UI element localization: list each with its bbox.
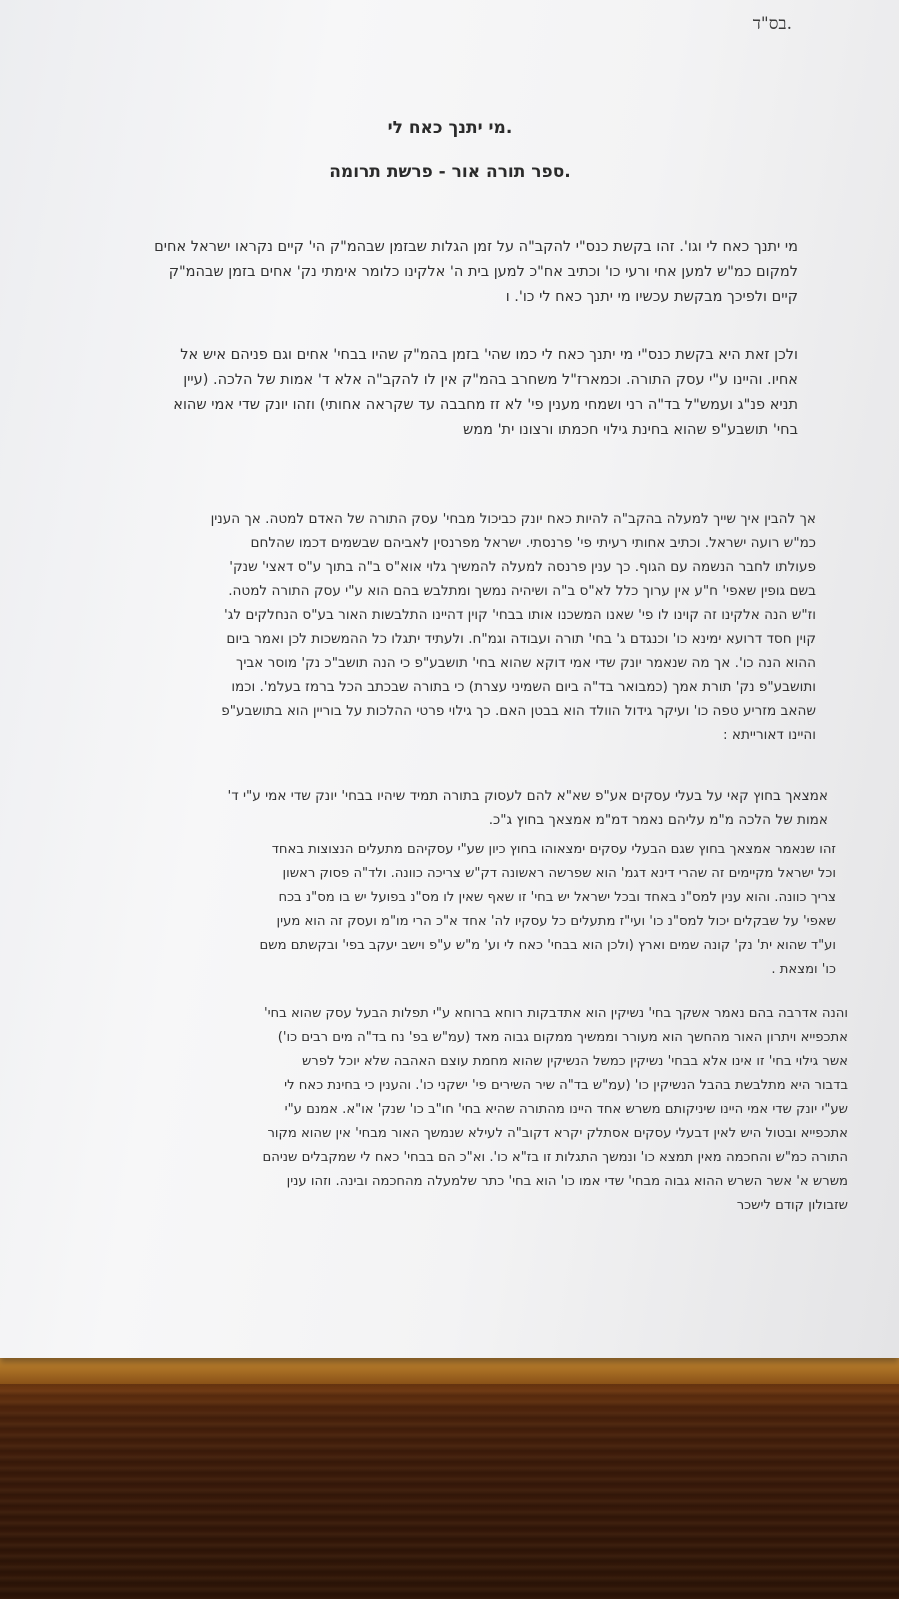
text-line: שאפי' על שבקלים יכול למס"נ כו' ועי"ז מתעלים כל עסקיו לה' אחד א"כ הרי מו"מ ועסק זה הוא מעין xyxy=(276,914,836,929)
text-line: זהו שנאמר אמצאך בחוץ שגם הבעלי עסקים ימצאוהו בחוץ כיון שע"י עסקיהם מתעלים הנצוצות באחד xyxy=(271,842,836,857)
text-line: אך להבין איך שייך למעלה בהקב"ה להיות כאח יונק כביכול מבחי' עסק התורה של האדם למטה. אך הענין xyxy=(210,511,816,527)
text-line: אתכפייא ובטול היש לאין דבעלי עסקים אסתלק יקרא דקוב"ה לעילא שנמשך האור מבחי' אין שהוא מקור xyxy=(267,1126,848,1141)
text-line: וז"ש הנה אלקינו זה קוינו לו פי' שאנו המשכנו אותו בבחי' קוין דהיינו התלבשות האור בע"ס הנחלקים לג' xyxy=(224,607,816,623)
text-line: ולכן זאת היא בקשת כנס"י מי יתנך כאח לי כמו שהי' בזמן בהמ"ק שהיו בבחי' אחים וגם פניהם איש אל xyxy=(180,347,798,363)
text-line: פעולתו לחבר הנשמה עם הגוף. כך ענין פרנסה למעלה להמשיך גלוי אוא"ס ב"ה בתוך ע"ס דאצי' שנק' xyxy=(229,559,816,575)
text-line: אשר גילוי בחי' זו אינו אלא בבחי' נשיקין כמשל הנשיקין שהוא מחמת עוצם האהבה שלא יוכל לפרש xyxy=(301,1054,848,1069)
text-line: משרש א' אשר השרש ההוא גבוה מבחי' שדי אמו כו' הוא בחי' כתר שלמעלה מהחכמה ובינה. וזהו ענין xyxy=(286,1174,848,1189)
corner-mark: בס"ד. xyxy=(752,14,792,34)
text-line: בחי' תושבע"פ שהוא בחינת גילוי חכמתו ורצונו ית' ממש xyxy=(462,422,798,438)
text-line: אחיו. והיינו ע"י עסק התורה. וכמארז"ל משחרב בהמ"ק אין לו להקב"ה אלא ד' אמות של הלכה. (עיין xyxy=(183,372,798,388)
paragraph-5 xyxy=(66,838,836,982)
text-line: קיים ולפיכך מבקשת עכשיו מי יתנך כאח לי כו'. ו xyxy=(505,289,798,305)
page-subtitle: ספר תורה אור - פרשת תרומה. xyxy=(329,162,571,182)
text-line: בדבור היא מתלבשת בהבל הנשיקין כו' (עמ"ש בד"ה שיר השירים פי' ישקני כו'. והענין כי בחינת כאח לי xyxy=(284,1078,848,1093)
text-line: שזבולון קודם לישכר xyxy=(736,1198,848,1213)
paragraph-3 xyxy=(46,507,816,747)
text-line: וע"ד שהוא ית' נק' קונה שמים וארץ (ולכן הוא בבחי' כאח לי וע' מ"ש ע"פ וישב יעקב בפי' ובקשתם משם xyxy=(259,938,836,953)
paragraph-4 xyxy=(56,784,828,832)
text-line: כו' ומצאת . xyxy=(771,962,836,977)
text-line: אמצאך בחוץ קאי על בעלי עסקים אע"פ שא"א להם לעסוק בתורה תמיד שיהיו בבחי' יונק שדי אמי ע"י ד' xyxy=(227,788,828,804)
wooden-table xyxy=(0,1352,899,1599)
text-line: וכל ישראל מקיימים זה שהרי דינא דגמ' הוא שפרשה ראשונה דק"ש צריכה כוונה. ולד"ה פסוק ראשון xyxy=(282,866,836,881)
text-line: בשם גופין שאפי' ח"ע אין ערוך כלל לא"ס ב"ה ושיהיה נמשך ומתלבש בהם הוא ע"י עסק התורה למטה. xyxy=(228,583,816,599)
text-line: מי יתנך כאח לי וגו'. זהו בקשת כנס"י להקב"ה על זמן הגלות שבזמן שבהמ"ק הי' קיים נקראו ישראל אחים xyxy=(154,239,798,255)
text-line: אתכפייא ויתרון האור מהחשך הוא מעורר וממשיך ממקום גבוה מאד (עמ"ש בפ' נח בד"ה מים רבים כו') xyxy=(277,1030,848,1045)
text-line: קוין חסד דרועא ימינא כו' וכנגדם ג' בחי' תורה ועבודה וגמ"ח. ולעתיד יתגלו כל ההמשכות לכן ואמר ביום xyxy=(226,631,816,647)
text-line: והיינו דאורייתא : xyxy=(722,727,816,743)
text-line: שהאב מזריע טפה כו' ועיקר גידול הוולד הוא בבטן האם. כך גילוי פרטי ההלכות על בוריין הוא בתושבע"פ xyxy=(221,703,816,719)
text-line: צריך כוונה. והוא ענין למס"נ באחד ובכל ישראל יש בחי' זו שאף שאין לו מס"נ בפועל יש בו מס"נ בכח xyxy=(278,890,836,905)
text-line: שע"י יונק שדי אמי היינו שיניקותם משרש אחד היינו מהתורה שהיא בחי' חו"ב כו' שנק' או"א. אמנם ע"י xyxy=(284,1102,848,1117)
paragraph-6 xyxy=(68,1002,848,1218)
paragraph-2 xyxy=(18,343,798,443)
text-line: כמ"ש רועה ישראל. וכתיב אחותי רעיתי פי' פרנסתי. ישראל מפרנסין לאביהם שבשמים דכמו שהלחם xyxy=(250,535,816,551)
text-line: ההוא הנה כו'. אך מה שנאמר יונק שדי אמי דוקא שהוא בחי' תושבע"פ כי הנה תושב"כ נק' מוסר אביך xyxy=(236,655,816,671)
text-line: התורה כמ"ש והחכמה מאין תמצא כו' ונמשך התגלות זו בז"א כו'. וא"כ הם בבחי' כאח לי שמקבלים שניהם xyxy=(262,1150,848,1165)
text-line: אמות של הלכה מ"מ עליהם נאמר דמ"מ אמצאך בחוץ ג"כ. xyxy=(488,812,828,828)
text-line: תניא פנ"ג ועמש"ל בד"ה רני ושמחי מענין פי' לא זז מחבבה עד שקראה אחותי) וזהו יונק שדי אמי שהוא xyxy=(173,397,798,413)
text-line: למקום כמ"ש למען אחי ורעי כו' וכתיב אח"כ למען בית ה' אלקינו כלומר אימתי נק' אחים בזמן שבהמ"ק xyxy=(168,264,798,280)
text-line: והנה אדרבה בהם נאמר אשקך בחי' נשיקין הוא אתדבקות רוחא ברוחא ע"י תפלות הבעל עסק שהוא בחי' xyxy=(263,1006,848,1021)
page-title: מי יתנך כאח לי. xyxy=(387,118,513,138)
paragraph-1 xyxy=(16,235,798,310)
text-line: ותושבע"פ נק' תורת אמך (כמבואר בד"ה ביום השמיני עצרת) כי בתורה שבכתב הכל ברמז בעלמ'. וכמו xyxy=(231,679,816,695)
